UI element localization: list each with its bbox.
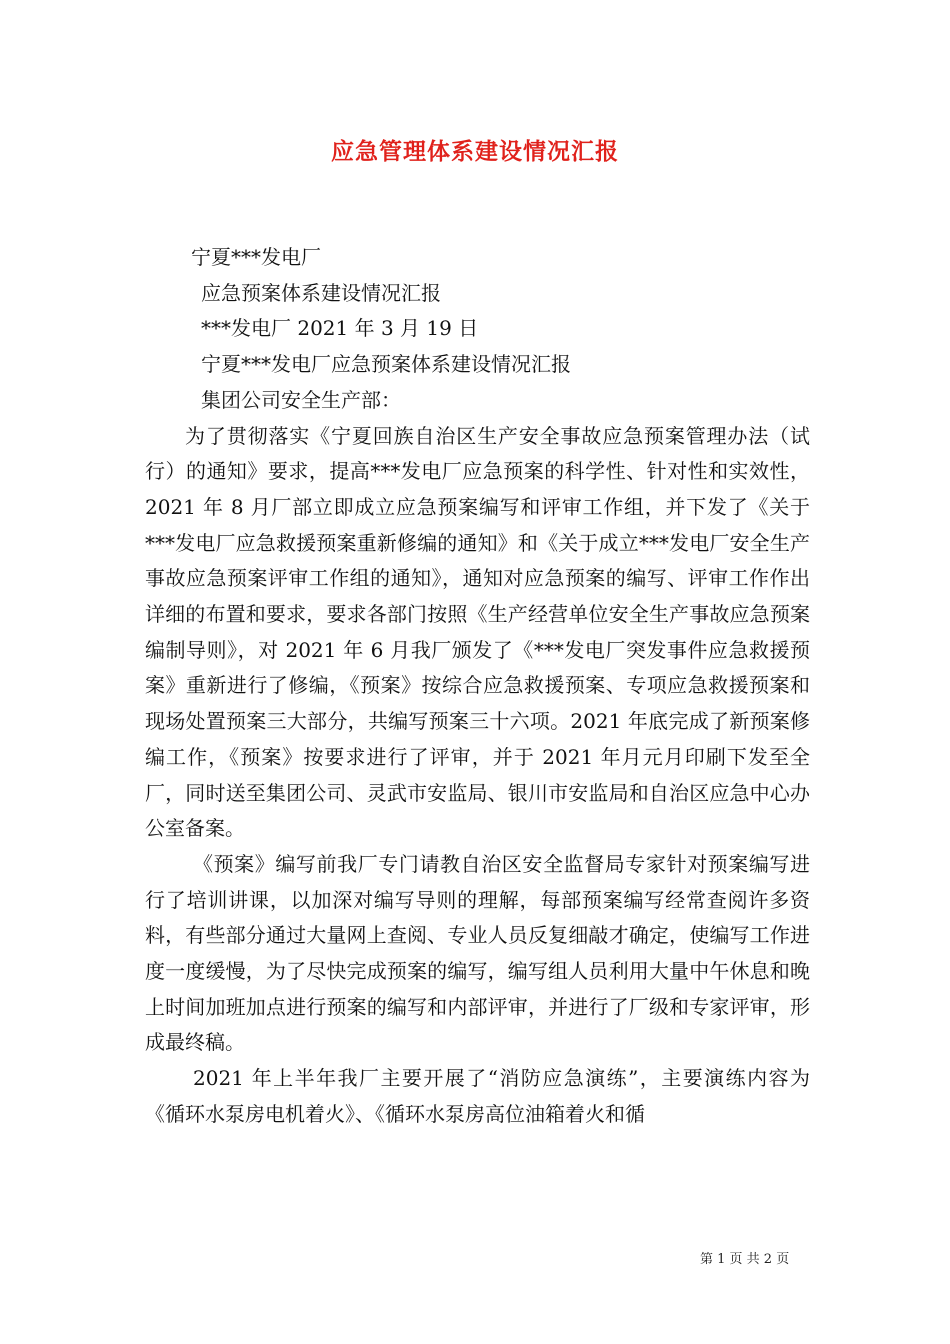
header-line-date: ***发电厂 2021 年 3 月 19 日 [201,316,479,341]
document-title: 应急管理体系建设情况汇报 [331,138,619,165]
body-paragraph: 《预案》编写前我厂专门请教自治区安全监督局专家针对预案编写进行了培训讲课，以加深对编写导则的理解，每部预案编写经常查阅许多资料，有些部分通过大量网上查阅、专业人员反复细敲才确定，使编写工作进度一度缓慢，为了尽快完成预案的编写，编写组人员利用大量中午休息和晚上时间加班加点进行预案的编写和内部评审，并进行了厂级和专家评审，形成最终稿。 [145,851,810,1055]
page-number-footer: 第 1 页 共 2 页 [700,1252,790,1267]
header-line-full-title: 宁夏***发电厂应急预案体系建设情况汇报 [201,352,571,377]
header-line-org: 宁夏***发电厂 [191,245,321,269]
document-body [145,240,810,1133]
header-line-subject: 应急预案体系建设情况汇报 [201,280,441,305]
body-paragraph: 为了贯彻落实《宁夏回族自治区生产安全事故应急预案管理办法（试行）的通知》要求，提高***发电厂应急预案的科学性、针对性和实效性，2021 年 8 月厂部立即成立应急预案编写和评审工作组，并下发了《关于***发电厂应急救援预案重新修编的通知》和《关于成立***发电厂安全生产事故应急预案评审工作组的通知》，通知对应急预案的编写、评审工作作出详细的布置和要求，要求各部门按照《生产经营单位安全生产事故应急预案编制导则》，对 2021 年 6 月我厂颁发了《***发电厂突发事件应急救援预案》重新进行了修编，《预案》按综合应急救援预案、专项应急救援预案和现场处置预案三大部分，共编写预案三十六项。2021 年底完成了新预案修编工作，《预案》按要求进行了评审，并于 2021 年月元月印刷下发至全厂，同时送至集团公司、灵武市安监局、银川市安监局和自治区应急中心办公室备案。 [145,423,810,841]
body-paragraph: 2021 年上半年我厂主要开展了“消防应急演练”，主要演练内容为《循环水泵房电机着火》、《循环水泵房高位油箱着火和循 [145,1066,810,1126]
header-line-recipient: 集团公司安全生产部： [201,387,401,412]
